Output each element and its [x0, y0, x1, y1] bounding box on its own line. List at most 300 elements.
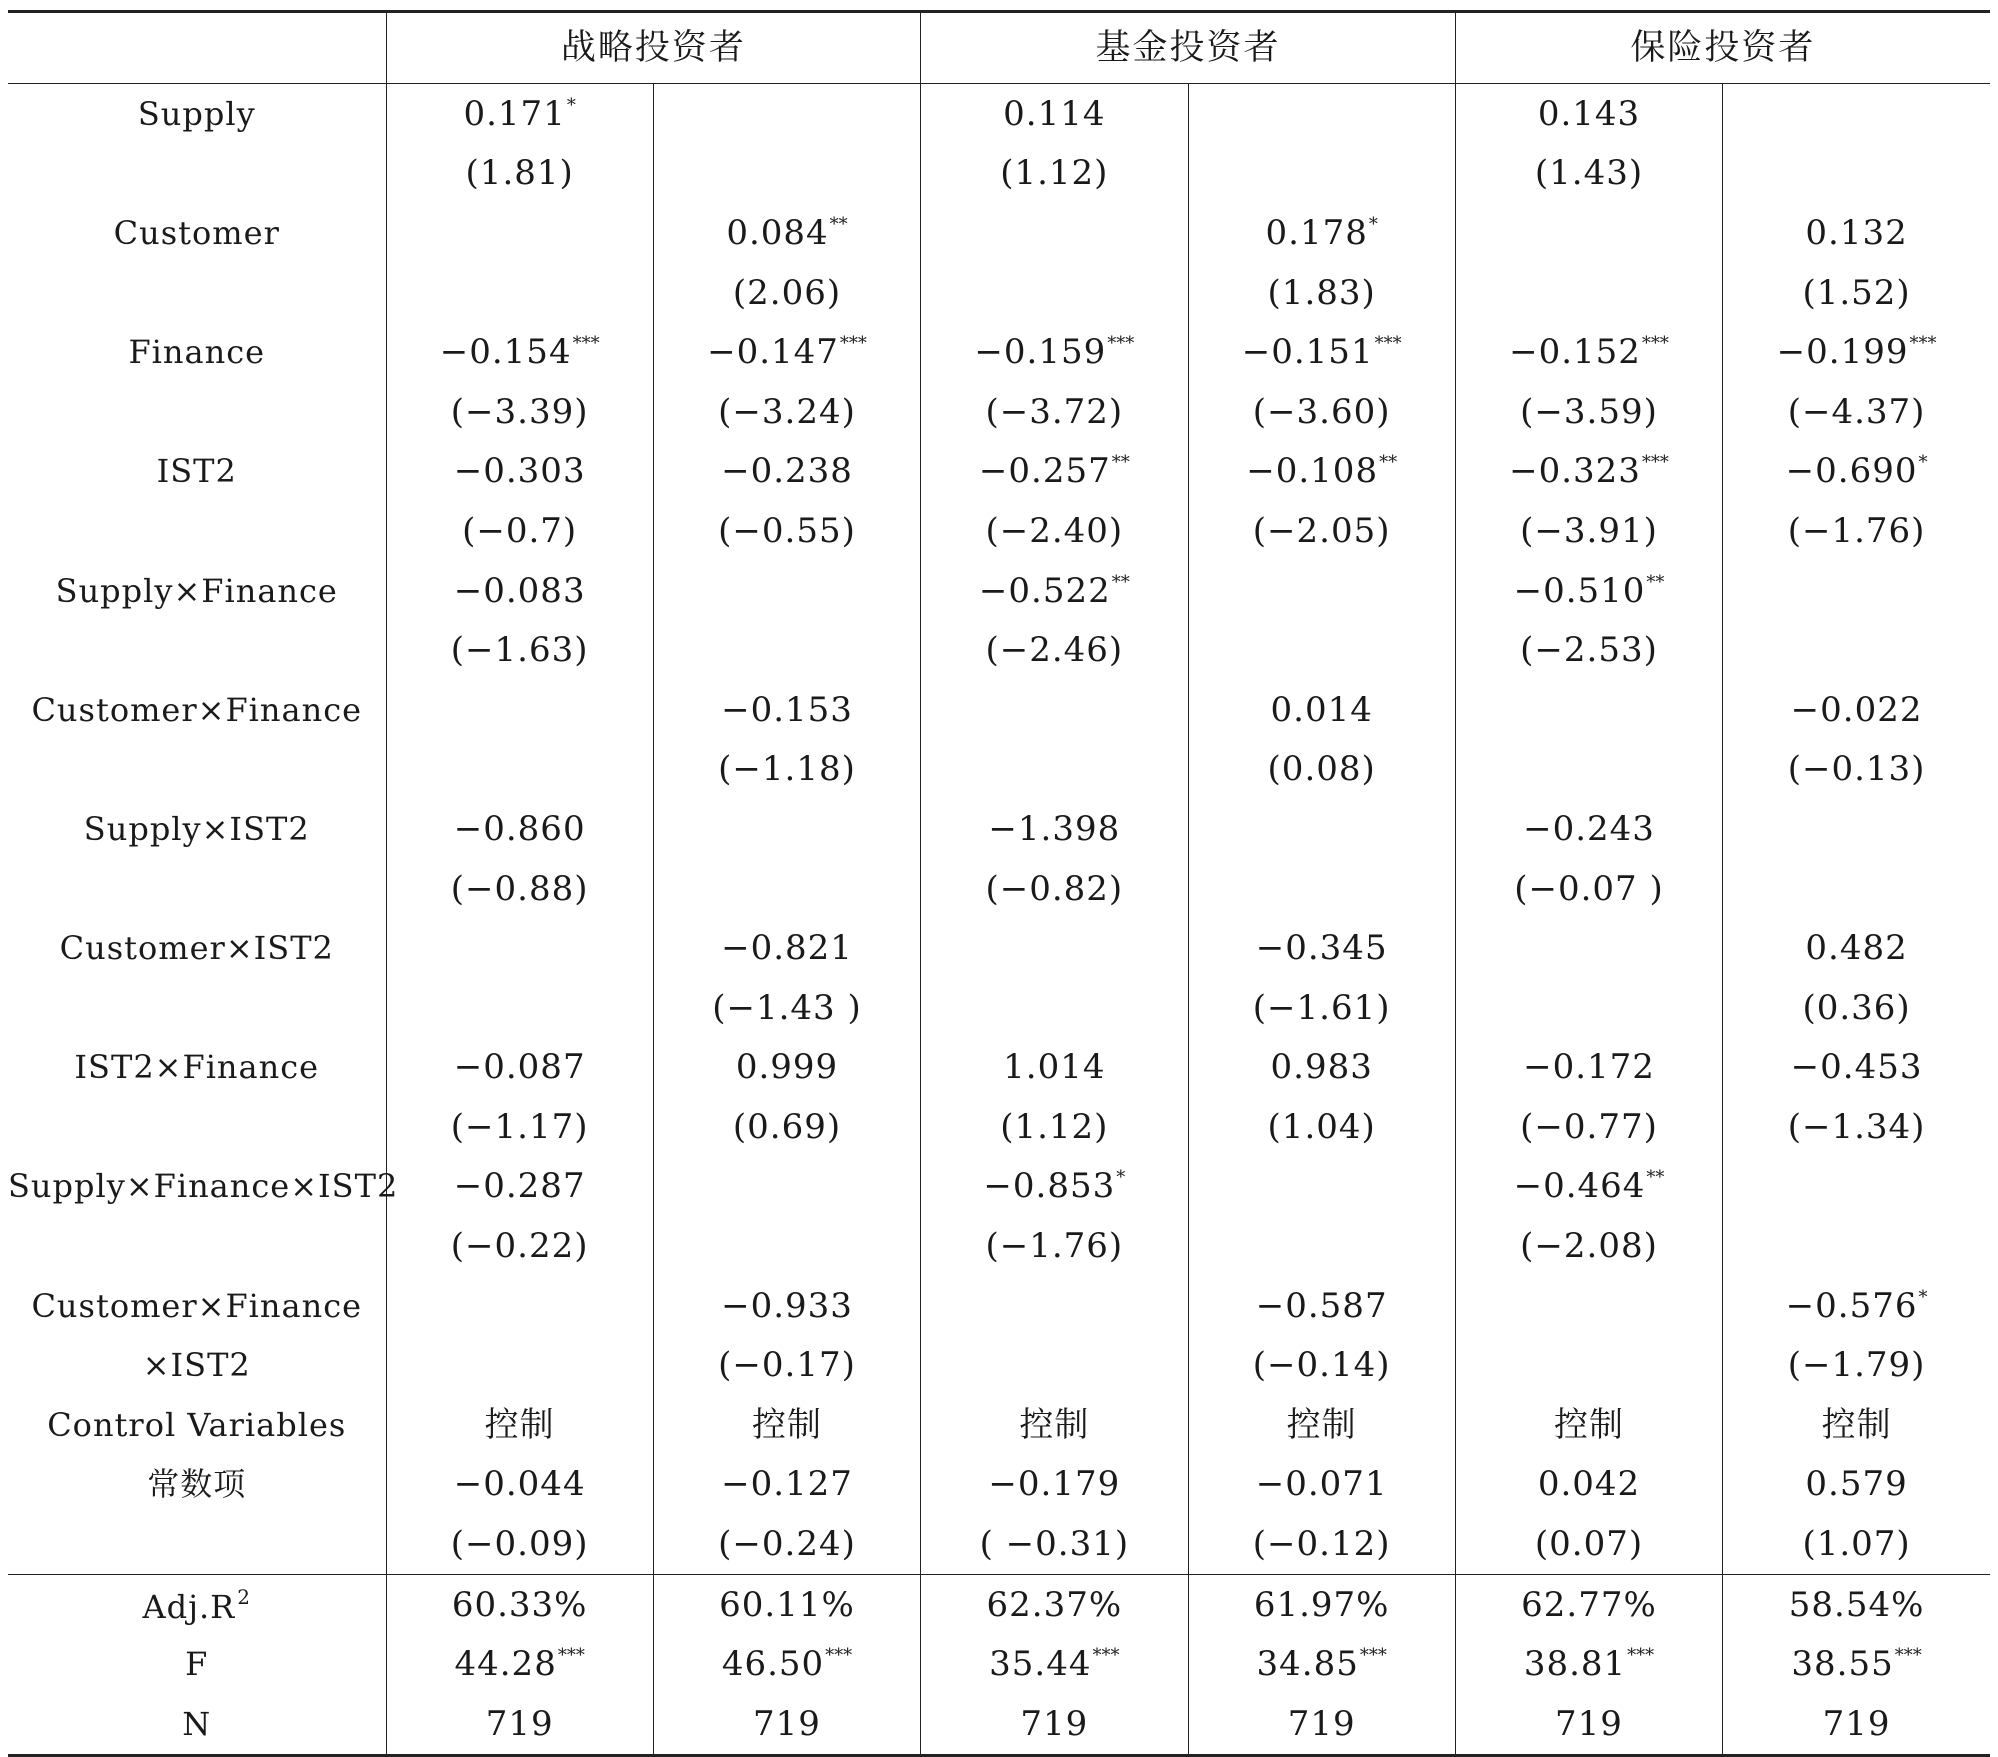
table-cell	[1188, 1216, 1455, 1276]
table-cell	[1188, 1694, 1455, 1755]
table-cell	[653, 501, 920, 561]
table-cell	[921, 1097, 1188, 1157]
regression-table	[8, 10, 1990, 1757]
cell-value: (1.12)	[1000, 1106, 1109, 1147]
cell-value: 0.143	[1537, 93, 1641, 134]
table-cell	[1188, 1574, 1455, 1634]
table-cell	[1455, 203, 1722, 263]
significance-stars: ***	[1107, 333, 1135, 355]
row-label-text: N	[182, 1704, 212, 1743]
row-label-text: Control Variables	[47, 1405, 347, 1444]
table-cell	[921, 1694, 1188, 1755]
table-cell	[1188, 859, 1455, 919]
table-cell	[653, 263, 920, 323]
table-cell	[1723, 84, 1990, 144]
table-cell	[1188, 799, 1455, 859]
row-label-text: Finance	[128, 333, 266, 372]
significance-stars: *	[1116, 1167, 1126, 1189]
header-fund-investors: 基金投资者	[921, 12, 1456, 84]
table-cell	[1188, 382, 1455, 442]
cell-value: (0.69)	[732, 1106, 842, 1147]
table-cell	[1455, 322, 1722, 382]
table-cell	[1188, 1157, 1455, 1217]
table-cell	[1455, 918, 1722, 978]
significance-stars: **	[1379, 452, 1398, 474]
row-label	[8, 1514, 386, 1574]
header-row	[8, 12, 1990, 84]
table-cell	[653, 203, 920, 263]
significance-stars: **	[1111, 571, 1130, 593]
table-cell	[653, 144, 920, 204]
cell-value: (−1.63)	[450, 630, 589, 671]
cell-value: −0.860	[453, 808, 586, 849]
table-cell	[1455, 501, 1722, 561]
cell-value: (−0.09)	[450, 1524, 589, 1565]
table-row	[8, 1157, 1990, 1217]
cell-value: 60.11%	[719, 1584, 855, 1625]
table-cell	[386, 1097, 653, 1157]
table-cell	[1455, 1514, 1722, 1574]
cell-value: −0.464	[1513, 1166, 1646, 1207]
header-stub	[8, 12, 386, 84]
cell-value: (−3.39)	[450, 391, 589, 432]
table-cell	[1455, 1634, 1722, 1694]
significance-stars: ***	[1359, 1645, 1387, 1667]
row-label	[8, 1335, 386, 1395]
cell-value: −0.510	[1513, 570, 1646, 611]
table-body	[8, 84, 1990, 1756]
table-cell	[653, 1157, 920, 1217]
table-cell	[1723, 1216, 1990, 1276]
row-label	[8, 1574, 386, 1634]
cell-value: −0.323	[1509, 451, 1641, 492]
cell-value: (−1.76)	[1787, 510, 1926, 551]
table-cell	[653, 1395, 920, 1455]
table-row	[8, 263, 1990, 323]
row-label-text: IST2×Finance	[74, 1048, 320, 1087]
row-label	[8, 203, 386, 263]
table-row	[8, 442, 1990, 502]
row-label	[8, 978, 386, 1038]
significance-stars: **	[1111, 452, 1130, 474]
row-label	[8, 1455, 386, 1515]
cell-value: −0.083	[453, 570, 586, 611]
table-cell	[1188, 561, 1455, 621]
significance-stars: ***	[1092, 1645, 1120, 1667]
table-cell	[1188, 1038, 1455, 1098]
cell-value: 控制	[752, 1404, 822, 1445]
table-cell	[1455, 144, 1722, 204]
cell-value: −0.821	[721, 928, 853, 969]
cell-value: 0.983	[1270, 1047, 1373, 1088]
table-row	[8, 144, 1990, 204]
row-label-superscript: 2	[237, 1584, 251, 1609]
significance-stars: *	[1368, 213, 1378, 235]
row-label-text: Customer×Finance	[31, 1286, 363, 1325]
table-cell	[386, 680, 653, 740]
table-cell	[653, 561, 920, 621]
row-label	[8, 442, 386, 502]
table-cell	[1723, 680, 1990, 740]
table-cell	[921, 322, 1188, 382]
row-label	[8, 1157, 399, 1217]
table-cell	[921, 918, 1188, 978]
cell-value: (1.83)	[1267, 272, 1376, 313]
cell-value: −0.690	[1785, 451, 1918, 492]
table-cell	[386, 1038, 653, 1098]
cell-value: 62.37%	[986, 1584, 1123, 1625]
table-cell	[386, 1694, 653, 1755]
cell-value: −0.022	[1790, 689, 1923, 730]
table-row	[8, 1276, 1990, 1336]
table-cell	[386, 918, 653, 978]
table-cell	[1188, 84, 1455, 144]
table-cell	[1723, 918, 1990, 978]
row-label	[8, 144, 386, 204]
cell-value: 44.28	[454, 1644, 557, 1685]
table-row	[8, 1514, 1990, 1574]
cell-value: (−2.46)	[985, 630, 1124, 671]
significance-stars: ***	[839, 333, 867, 355]
table-row	[8, 1694, 1990, 1755]
significance-stars: *	[1918, 452, 1928, 474]
table-cell	[1188, 322, 1455, 382]
row-label	[8, 1694, 386, 1755]
table-cell	[921, 1038, 1188, 1098]
table-cell	[653, 620, 920, 680]
significance-stars: ***	[572, 333, 600, 355]
table-cell	[1455, 442, 1722, 502]
table-cell	[921, 859, 1188, 919]
table-cell	[1455, 263, 1722, 323]
cell-value: (−2.08)	[1520, 1226, 1658, 1267]
table-cell	[386, 620, 653, 680]
header-insurance-investors: 保险投资者	[1455, 12, 1990, 84]
significance-stars: ***	[1894, 1645, 1922, 1667]
cell-value: −0.151	[1241, 332, 1374, 373]
cell-value: 控制	[484, 1404, 555, 1445]
table-cell	[386, 442, 653, 502]
cell-value: (−0.07 )	[1514, 868, 1664, 909]
row-label	[8, 263, 386, 323]
cell-value: (−4.37)	[1787, 391, 1926, 432]
cell-value: (0.07)	[1534, 1524, 1644, 1565]
cell-value: 35.44	[989, 1644, 1092, 1685]
cell-value: (−1.79)	[1787, 1345, 1926, 1386]
cell-value: 0.084	[726, 212, 829, 253]
cell-value: (1.04)	[1267, 1106, 1376, 1147]
table-cell	[386, 1335, 653, 1395]
cell-value: (−0.88)	[450, 868, 589, 909]
cell-value: −0.238	[721, 451, 853, 492]
cell-value: (−2.05)	[1252, 510, 1391, 551]
cell-value: 719	[1822, 1703, 1891, 1744]
row-label	[8, 918, 386, 978]
table-cell	[1723, 740, 1990, 800]
row-label	[8, 322, 386, 382]
table-cell	[1723, 1395, 1990, 1455]
cell-value: 控制	[1286, 1404, 1357, 1445]
row-label	[8, 680, 386, 740]
regression-table-sheet	[8, 10, 1990, 1757]
table-cell	[1455, 740, 1722, 800]
table-cell	[1455, 382, 1722, 442]
table-cell	[1188, 442, 1455, 502]
table-row	[8, 680, 1990, 740]
table-row	[8, 501, 1990, 561]
cell-value: −0.127	[721, 1464, 853, 1505]
table-cell	[1188, 1514, 1455, 1574]
table-cell	[1723, 1455, 1990, 1515]
table-cell	[1188, 144, 1455, 204]
table-cell	[386, 144, 653, 204]
table-cell	[1188, 1634, 1455, 1694]
cell-value: −0.345	[1255, 928, 1388, 969]
cell-value: −0.587	[1255, 1285, 1388, 1326]
table-cell	[653, 859, 920, 919]
table-row	[8, 859, 1990, 919]
significance-stars: ***	[1909, 333, 1937, 355]
table-cell	[1455, 1574, 1722, 1634]
row-label	[8, 84, 386, 144]
row-label-text: Supply×Finance	[55, 571, 338, 610]
row-label	[8, 1276, 386, 1336]
cell-value: (−1.17)	[450, 1106, 589, 1147]
cell-value: (0.36)	[1802, 987, 1911, 1028]
cell-value: 719	[1287, 1703, 1356, 1744]
table-cell	[386, 1574, 653, 1634]
table-cell	[653, 1455, 920, 1515]
table-cell	[386, 1276, 653, 1336]
cell-value: (−0.24)	[718, 1524, 856, 1565]
cell-value: 719	[753, 1703, 821, 1744]
table-row	[8, 740, 1990, 800]
table-cell	[921, 442, 1188, 502]
table-cell	[653, 382, 920, 442]
table-cell	[921, 1276, 1188, 1336]
table-cell	[386, 1455, 653, 1515]
cell-value: 0.014	[1270, 689, 1373, 730]
table-row	[8, 1097, 1990, 1157]
significance-stars: *	[566, 94, 576, 116]
table-cell	[386, 859, 653, 919]
cell-value: ( −0.31)	[979, 1524, 1130, 1565]
table-cell	[1188, 1335, 1455, 1395]
table-cell	[1188, 680, 1455, 740]
table-cell	[1723, 859, 1990, 919]
table-cell	[386, 263, 653, 323]
cell-value: (−3.24)	[718, 391, 856, 432]
row-label-text: Customer×Finance	[31, 690, 363, 729]
cell-value: −0.257	[978, 451, 1111, 492]
table-row	[8, 620, 1990, 680]
table-cell	[653, 799, 920, 859]
table-cell	[1188, 203, 1455, 263]
table-cell	[1723, 1574, 1990, 1634]
cell-value: 0.171	[463, 93, 566, 134]
cell-value: (−0.17)	[718, 1345, 856, 1386]
table-cell	[653, 84, 920, 144]
significance-stars: **	[1646, 1167, 1665, 1189]
table-cell	[1723, 1038, 1990, 1098]
cell-value: 1.014	[1003, 1047, 1106, 1088]
cell-value: 0.999	[735, 1047, 839, 1088]
table-cell	[386, 382, 653, 442]
cell-value: −0.303	[453, 451, 586, 492]
significance-stars: ***	[1374, 333, 1402, 355]
table-row	[8, 918, 1990, 978]
cell-value: (−1.61)	[1252, 987, 1391, 1028]
table-cell	[1188, 1276, 1455, 1336]
cell-value: 62.77%	[1521, 1584, 1657, 1625]
header-strategic-investors: 战略投资者	[386, 12, 921, 84]
table-cell	[1455, 1038, 1722, 1098]
table-row	[8, 1335, 1990, 1395]
table-cell	[1723, 442, 1990, 502]
row-label-text: Supply×Finance×IST2	[8, 1167, 399, 1206]
table-cell	[653, 1335, 920, 1395]
cell-value: 60.33%	[451, 1584, 588, 1625]
cell-value: −0.154	[439, 332, 572, 373]
table-cell	[921, 382, 1188, 442]
table-cell	[921, 263, 1188, 323]
cell-value: (1.43)	[1534, 153, 1644, 194]
table-cell	[653, 740, 920, 800]
table-cell	[1188, 501, 1455, 561]
table-cell	[1455, 799, 1722, 859]
cell-value: −0.147	[707, 332, 839, 373]
row-label	[8, 740, 386, 800]
cell-value: 控制	[1554, 1404, 1624, 1445]
cell-value: (0.08)	[1267, 749, 1376, 790]
row-label	[8, 1634, 386, 1694]
table-cell	[1723, 1276, 1990, 1336]
cell-value: 0.178	[1265, 212, 1368, 253]
table-cell	[1723, 263, 1990, 323]
table-cell	[1188, 978, 1455, 1038]
cell-value: 0.114	[1003, 93, 1106, 134]
significance-stars: ***	[557, 1645, 585, 1667]
table-cell	[386, 1216, 653, 1276]
table-cell	[1455, 859, 1722, 919]
table-cell	[1188, 263, 1455, 323]
row-label-text: Customer	[113, 213, 280, 252]
table-cell	[1455, 1455, 1722, 1515]
cell-value: −0.453	[1790, 1047, 1923, 1088]
table-row	[8, 1216, 1990, 1276]
cell-value: (−3.60)	[1252, 391, 1391, 432]
cell-value: −0.522	[978, 570, 1111, 611]
table-cell	[1723, 978, 1990, 1038]
cell-value: −0.044	[453, 1464, 586, 1505]
table-row	[8, 382, 1990, 442]
cell-value: 0.042	[1537, 1464, 1641, 1505]
table-cell	[386, 799, 653, 859]
table-cell	[1455, 1694, 1722, 1755]
table-cell	[386, 322, 653, 382]
row-label-text: Customer×IST2	[59, 929, 334, 968]
table-cell	[1455, 1276, 1722, 1336]
table-cell	[653, 1634, 920, 1694]
table-row	[8, 799, 1990, 859]
cell-value: 控制	[1821, 1404, 1892, 1445]
table-cell	[1723, 799, 1990, 859]
cell-value: (−0.12)	[1252, 1524, 1391, 1565]
table-cell	[921, 1634, 1188, 1694]
table-cell	[921, 501, 1188, 561]
row-label-text: 常数项	[147, 1465, 247, 1504]
cell-value: (−0.14)	[1252, 1345, 1391, 1386]
cell-value: (−1.34)	[1787, 1106, 1926, 1147]
table-row	[8, 84, 1990, 144]
table-cell	[1723, 501, 1990, 561]
significance-stars: ***	[825, 1645, 853, 1667]
table-row	[8, 978, 1990, 1038]
cell-value: −0.087	[453, 1047, 586, 1088]
table-cell	[653, 1097, 920, 1157]
row-label	[8, 620, 386, 680]
table-cell	[921, 1216, 1188, 1276]
significance-stars: ***	[1641, 452, 1669, 474]
cell-value: 0.579	[1805, 1464, 1908, 1505]
row-label	[8, 1395, 386, 1455]
table-cell	[921, 84, 1188, 144]
table-cell	[386, 203, 653, 263]
row-label-text: F	[185, 1645, 209, 1684]
table-row	[8, 1038, 1990, 1098]
cell-value: 38.81	[1523, 1644, 1627, 1685]
row-label	[8, 1038, 386, 1098]
row-label	[8, 561, 386, 621]
cell-value: 61.97%	[1253, 1584, 1390, 1625]
cell-value: −0.071	[1255, 1464, 1388, 1505]
table-cell	[386, 1395, 653, 1455]
row-label	[8, 799, 386, 859]
table-cell	[386, 978, 653, 1038]
table-cell	[653, 978, 920, 1038]
cell-value: 38.55	[1791, 1644, 1894, 1685]
table-cell	[1455, 84, 1722, 144]
table-cell	[1188, 1395, 1455, 1455]
cell-value: (−3.72)	[985, 391, 1124, 432]
table-cell	[653, 1216, 920, 1276]
cell-value: 58.54%	[1788, 1584, 1925, 1625]
table-cell	[921, 1574, 1188, 1634]
table-row	[8, 203, 1990, 263]
table-cell	[1723, 144, 1990, 204]
table-cell	[1455, 1395, 1722, 1455]
table-cell	[1455, 1216, 1722, 1276]
table-cell	[921, 740, 1188, 800]
table-cell	[1723, 322, 1990, 382]
row-label-text: Supply	[137, 94, 256, 133]
cell-value: (−0.22)	[450, 1226, 589, 1267]
table-cell	[1188, 918, 1455, 978]
cell-value: 719	[1020, 1703, 1089, 1744]
table-cell	[921, 680, 1188, 740]
cell-value: (−3.59)	[1520, 391, 1658, 432]
cell-value: −0.576	[1785, 1285, 1918, 1326]
table-cell	[1723, 1514, 1990, 1574]
table-cell	[921, 1514, 1188, 1574]
table-cell	[1723, 382, 1990, 442]
cell-value: (−0.13)	[1787, 749, 1926, 790]
table-cell	[653, 442, 920, 502]
table-cell	[921, 144, 1188, 204]
table-cell	[386, 561, 653, 621]
cell-value: −0.172	[1523, 1047, 1655, 1088]
table-cell	[1723, 1335, 1990, 1395]
